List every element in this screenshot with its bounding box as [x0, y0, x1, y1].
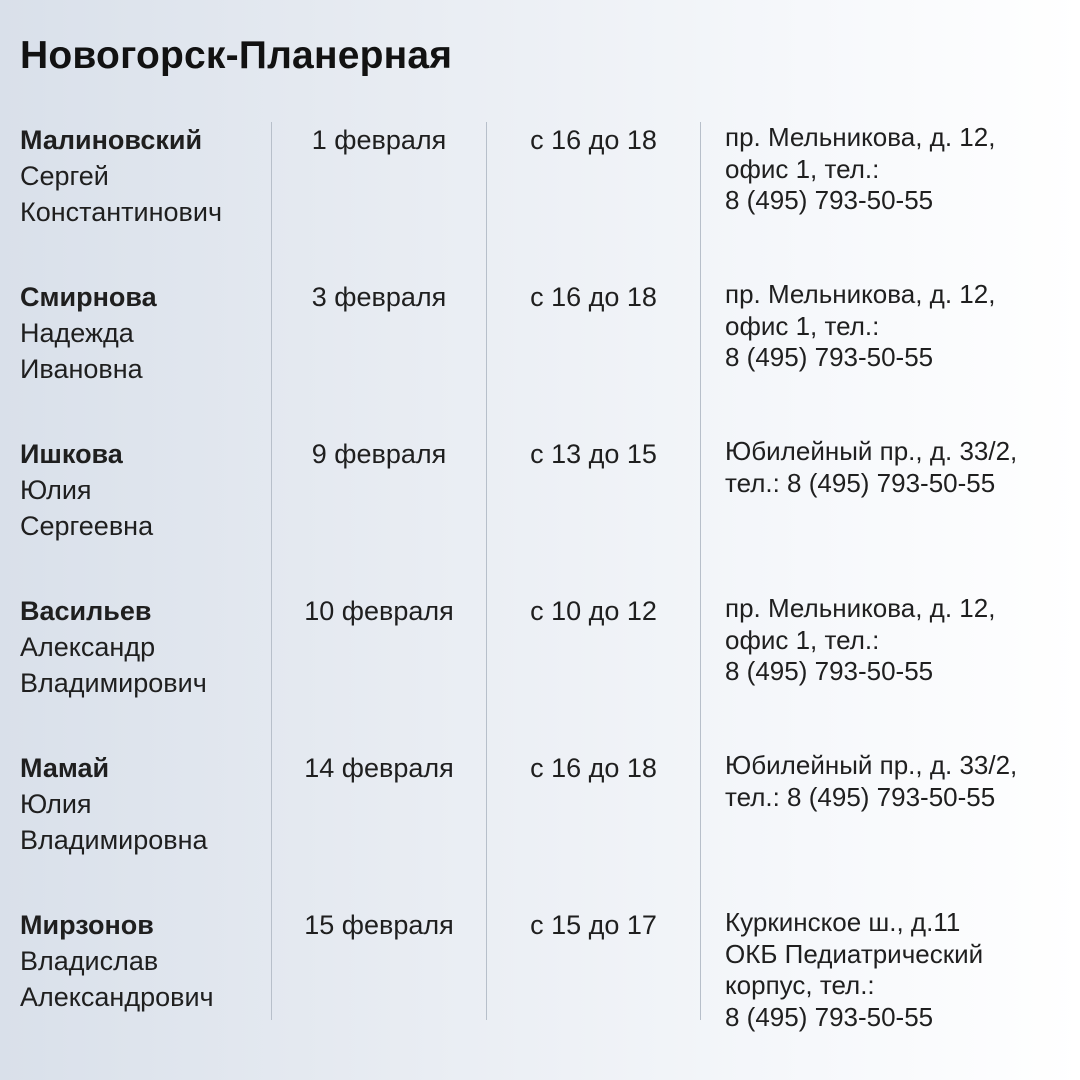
schedule-row [0, 279, 1080, 436]
schedule-row [0, 122, 1080, 279]
patronymic: Александрович [20, 982, 214, 1012]
address-line: офис 1, тел.: [725, 153, 880, 184]
surname: Малиновский [20, 125, 203, 155]
page-title: Новогорск-Планерная [20, 34, 453, 77]
deputy-name [20, 436, 270, 544]
address-line: пр. Мельникова, д. 12, [725, 279, 996, 309]
patronymic: Владимировна [20, 825, 208, 855]
address-line: пр. Мельникова, д. 12, [725, 122, 996, 152]
reception-date: 9 февраля [311, 439, 447, 469]
address-line: тел.: 8 (495) 793-50-55 [725, 467, 996, 498]
patronymic: Ивановна [20, 354, 143, 384]
address-line: тел.: 8 (495) 793-50-55 [725, 781, 996, 812]
reception-address [725, 907, 1065, 1033]
deputy-name [20, 279, 270, 387]
reception-address [725, 593, 1065, 688]
given-name: Сергей [20, 161, 109, 191]
given-name: Надежда [20, 318, 134, 348]
address-line: 8 (495) 793-50-55 [725, 1001, 934, 1032]
deputy-name [20, 593, 270, 701]
given-name: Юлия [20, 475, 92, 505]
reception-address [725, 279, 1065, 374]
surname: Ишкова [20, 439, 123, 469]
reception-address [725, 122, 1065, 217]
reception-time: с 16 до 18 [530, 125, 657, 155]
address-line: корпус, тел.: [725, 970, 875, 1000]
address-line: офис 1, тел.: [725, 624, 880, 655]
address-line: пр. Мельникова, д. 12, [725, 593, 996, 623]
deputy-name [20, 122, 270, 230]
reception-date: 14 февраля [304, 753, 454, 783]
deputy-name [20, 750, 270, 858]
given-name: Юлия [20, 789, 92, 819]
surname: Мирзонов [20, 910, 154, 940]
schedule-row [0, 750, 1080, 907]
reception-time: с 13 до 15 [530, 439, 657, 469]
reception-date: 15 февраля [304, 910, 454, 940]
reception-time: с 15 до 17 [530, 910, 657, 940]
address-line: Куркинское ш., д.11 [725, 907, 961, 937]
address-line: Юбилейный пр., д. 33/2, [725, 750, 1018, 780]
reception-time: с 10 до 12 [530, 596, 657, 626]
reception-date: 1 февраля [311, 125, 447, 155]
surname: Смирнова [20, 282, 157, 312]
address-line: офис 1, тел.: [725, 310, 880, 341]
address-line: ОКБ Педиатрический [725, 938, 984, 969]
patronymic: Владимирович [20, 668, 207, 698]
reception-time: с 16 до 18 [530, 753, 657, 783]
address-line: 8 (495) 793-50-55 [725, 185, 934, 215]
given-name: Александр [20, 632, 156, 662]
reception-date: 10 февраля [304, 596, 454, 626]
schedule-row [0, 436, 1080, 593]
schedule-row [0, 593, 1080, 750]
reception-date: 3 февраля [311, 282, 447, 312]
address-line: Юбилейный пр., д. 33/2, [725, 436, 1018, 466]
given-name: Владислав [20, 946, 159, 976]
reception-time: с 16 до 18 [530, 282, 657, 312]
reception-address [725, 750, 1065, 813]
patronymic: Константинович [20, 197, 223, 227]
reception-schedule [0, 122, 1080, 1047]
surname: Мамай [20, 753, 110, 783]
reception-address [725, 436, 1065, 499]
schedule-row [0, 907, 1080, 1047]
address-line: 8 (495) 793-50-55 [725, 656, 934, 686]
address-line: 8 (495) 793-50-55 [725, 342, 934, 372]
patronymic: Сергеевна [20, 511, 154, 541]
surname: Васильев [20, 596, 152, 626]
deputy-name [20, 907, 270, 1015]
